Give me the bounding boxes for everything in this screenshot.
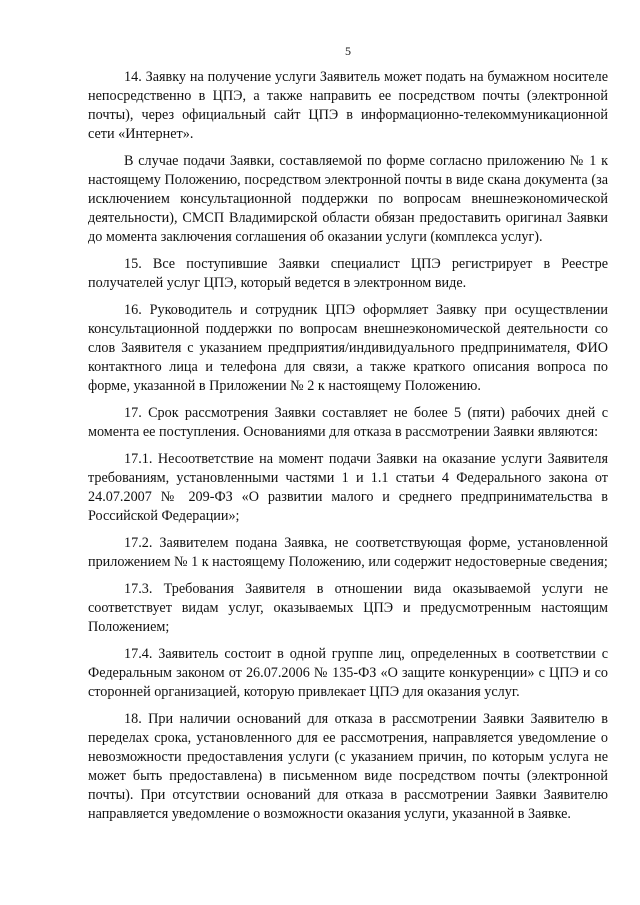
paragraph-14-continued: В случае подачи Заявки, составляемой по форме согласно приложению № 1 к настоящему Положению, посредством электронной почты в виде скана документа (за исключением консультационной поддержки по вопросам внешнеэкономической деятельности), СМСП Владимирской области обязан предоставить оригинал Заявки до момента заключения соглашения об оказании услуги (комплекса услуг). xyxy=(88,153,608,245)
paragraph-16: 16. Руководитель и сотрудник ЦПЭ оформляет Заявку при осуществлении консультационной поддержки по вопросам внешнеэкономической деятельности со слов Заявителя с указанием предприятия/индивидуального предпринимателя, ФИО контактного лица и телефона для связи, а также краткого описания вопроса по форме, указанной в Приложении № 2 к настоящему Положению. xyxy=(88,302,608,394)
paragraph-17: 17. Срок рассмотрения Заявки составляет не более 5 (пяти) рабочих дней с момента ее поступления. Основаниями для отказа в рассмотрении Заявки являются: xyxy=(88,405,608,440)
paragraph-17-3: 17.3. Требования Заявителя в отношении вида оказываемой услуги не соответствует видам услуг, оказываемых ЦПЭ и предусмотренным настоящим Положением; xyxy=(88,581,608,635)
paragraph-15: 15. Все поступившие Заявки специалист ЦПЭ регистрирует в Реестре получателей услуг ЦПЭ, который ведется в электронном виде. xyxy=(88,256,608,291)
paragraph-17-1: 17.1. Несоответствие на момент подачи Заявки на оказание услуги Заявителя требованиям, установленными частями 1 и 1.1 статьи 4 Федерального закона от 24.07.2007 № 209-ФЗ «О развитии малого и среднего предпринимательства в Российской Федерации»; xyxy=(88,451,608,524)
page-number: 5 xyxy=(345,44,351,58)
paragraph-17-2: 17.2. Заявителем подана Заявка, не соответствующая форме, установленной приложением № 1 к настоящему Положению, или содержит недостоверные сведения; xyxy=(88,535,608,570)
paragraph-18: 18. При наличии оснований для отказа в рассмотрении Заявки Заявителю в переделах срока, установленного для ее рассмотрения, направляется уведомление о невозможности предоставления услуги (с указанием причин, по которым услуга не может быть предоставлена) в письменном виде посредством почты (электронной почты). При отсутствии оснований для отказа в рассмотрении Заявки Заявителю направляется уведомление о возможности оказания услуги, указанной в Заявке. xyxy=(88,711,608,822)
paragraph-14: 14. Заявку на получение услуги Заявитель может подать на бумажном носителе непосредственно в ЦПЭ, а также направить ее посредством почты (электронной почты), через официальный сайт ЦПЭ в информационно-телекоммуникационной сети «Интернет». xyxy=(88,69,608,142)
paragraph-17-4: 17.4. Заявитель состоит в одной группе лиц, определенных в соответствии с Федеральным законом от 26.07.2006 № 135-ФЗ «О защите конкуренции» с ЦПЭ и со сторонней организацией, которую привлекает ЦПЭ для оказания услуг. xyxy=(88,646,608,700)
